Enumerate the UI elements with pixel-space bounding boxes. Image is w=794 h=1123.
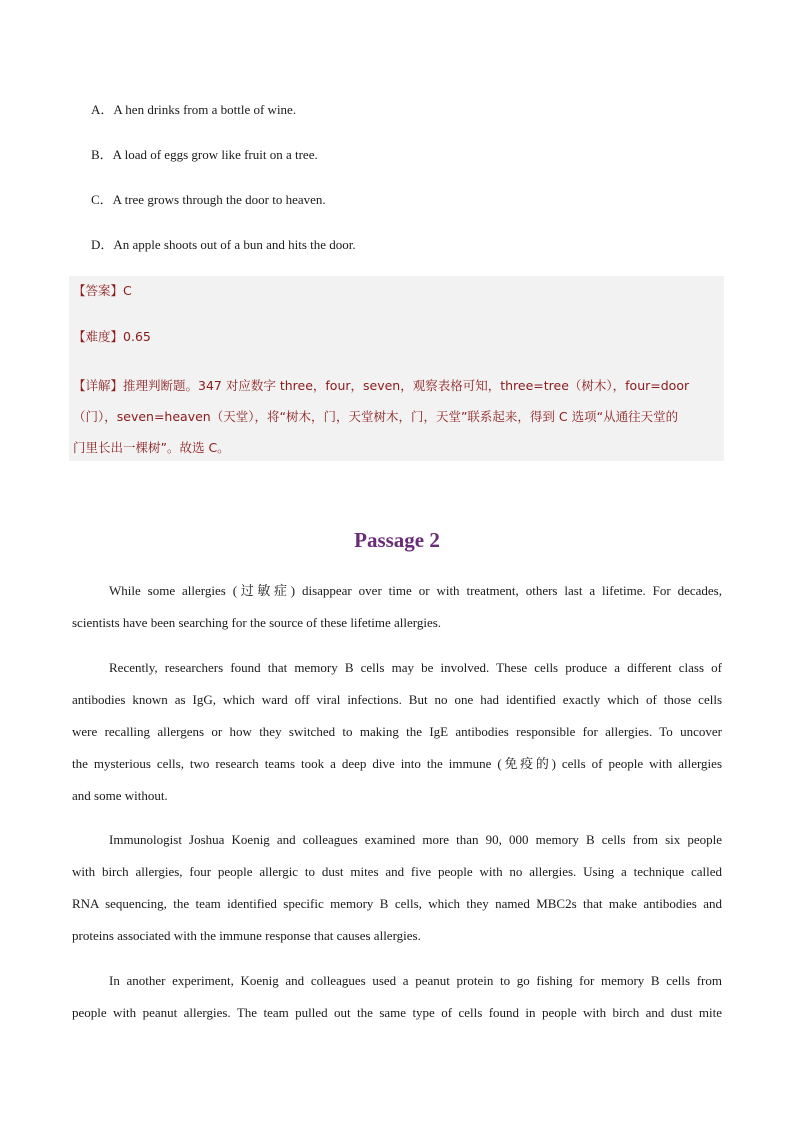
option-letter: A． [91, 102, 114, 117]
text-line: Immunologist Joshua Koenig and colleagues examined more than 90, 000 memory B cells from six people [109, 832, 722, 847]
detail-label: 【详解】 [73, 378, 124, 393]
paragraph-3 [72, 828, 722, 956]
option-d [91, 235, 731, 280]
text-line: with birch allergies, four people allergic to dust mites and five people with no allergies. Using a technique called [72, 864, 722, 879]
answer-options [91, 100, 731, 280]
option-text: A hen drinks from a bottle of wine. [113, 102, 297, 117]
option-text: An apple shoots out of a bun and hits the door. [113, 237, 356, 252]
paragraph-1 [72, 579, 722, 643]
text-line: people with peanut allergies. The team pulled out the same type of cells found in people with birch and dust mite [72, 1005, 722, 1020]
option-b [91, 145, 731, 190]
detail-line-1 [73, 370, 722, 401]
answer-label: 【答案】 [73, 283, 124, 298]
detail-text: 推理判断题。347 对应数字 three，four，seven，观察表格可知，three=tree（树木），four=door [123, 378, 690, 393]
difficulty-label: 【难度】 [73, 329, 124, 344]
text-line: were recalling allergens or how they switched to making the IgE antibodies responsible for allergies. To uncover [72, 724, 722, 739]
difficulty-row [73, 327, 722, 347]
text-line: In another experiment, Koenig and colleagues used a peanut protein to go fishing for memory B cells from [109, 973, 722, 988]
option-letter: B． [91, 147, 113, 162]
option-letter: D． [91, 237, 114, 252]
paragraph-4 [72, 969, 722, 1033]
text-line: scientists have been searching for the source of these lifetime allergies. [72, 615, 442, 630]
option-letter: C． [91, 192, 113, 207]
answer-row [73, 281, 722, 301]
paragraph-2 [72, 656, 722, 816]
difficulty-value: 0.65 [123, 329, 151, 344]
text-line: the mysterious cells, two research teams took a deep dive into the immune (免疫的) cells of people with allergies [72, 756, 722, 771]
detail-explanation [73, 370, 722, 463]
text-line: antibodies known as IgG, which ward off viral infections. But no one had identified exactly which of those cells [72, 692, 722, 707]
option-c [91, 190, 731, 235]
answer-value: C [123, 283, 132, 298]
text-line: Recently, researchers found that memory B cells may be involved. These cells produce a different class of [109, 660, 722, 675]
text-line: While some allergies (过敏症) disappear over time or with treatment, others last a lifetime. For decades, [109, 583, 722, 598]
passage-title: Passage 2 [354, 528, 440, 552]
option-a [91, 100, 731, 145]
text-line: RNA sequencing, the team identified specific memory B cells, which they named MBC2s that make antibodies and [72, 896, 722, 911]
option-text: A load of eggs grow like fruit on a tree. [112, 147, 318, 162]
text-line: and some without. [72, 788, 168, 803]
text-line: proteins associated with the immune response that causes allergies. [72, 928, 421, 943]
option-text: A tree grows through the door to heaven. [112, 192, 326, 207]
answer-explanation-box [69, 276, 724, 461]
detail-line-2: （门），seven=heaven（天堂），将“树木，门，天堂树木，门，天堂”联系起来，得到 C 选项“从通往天堂的 [73, 409, 679, 424]
detail-line-3: 门里长出一棵树”。故选 C。 [73, 440, 230, 455]
